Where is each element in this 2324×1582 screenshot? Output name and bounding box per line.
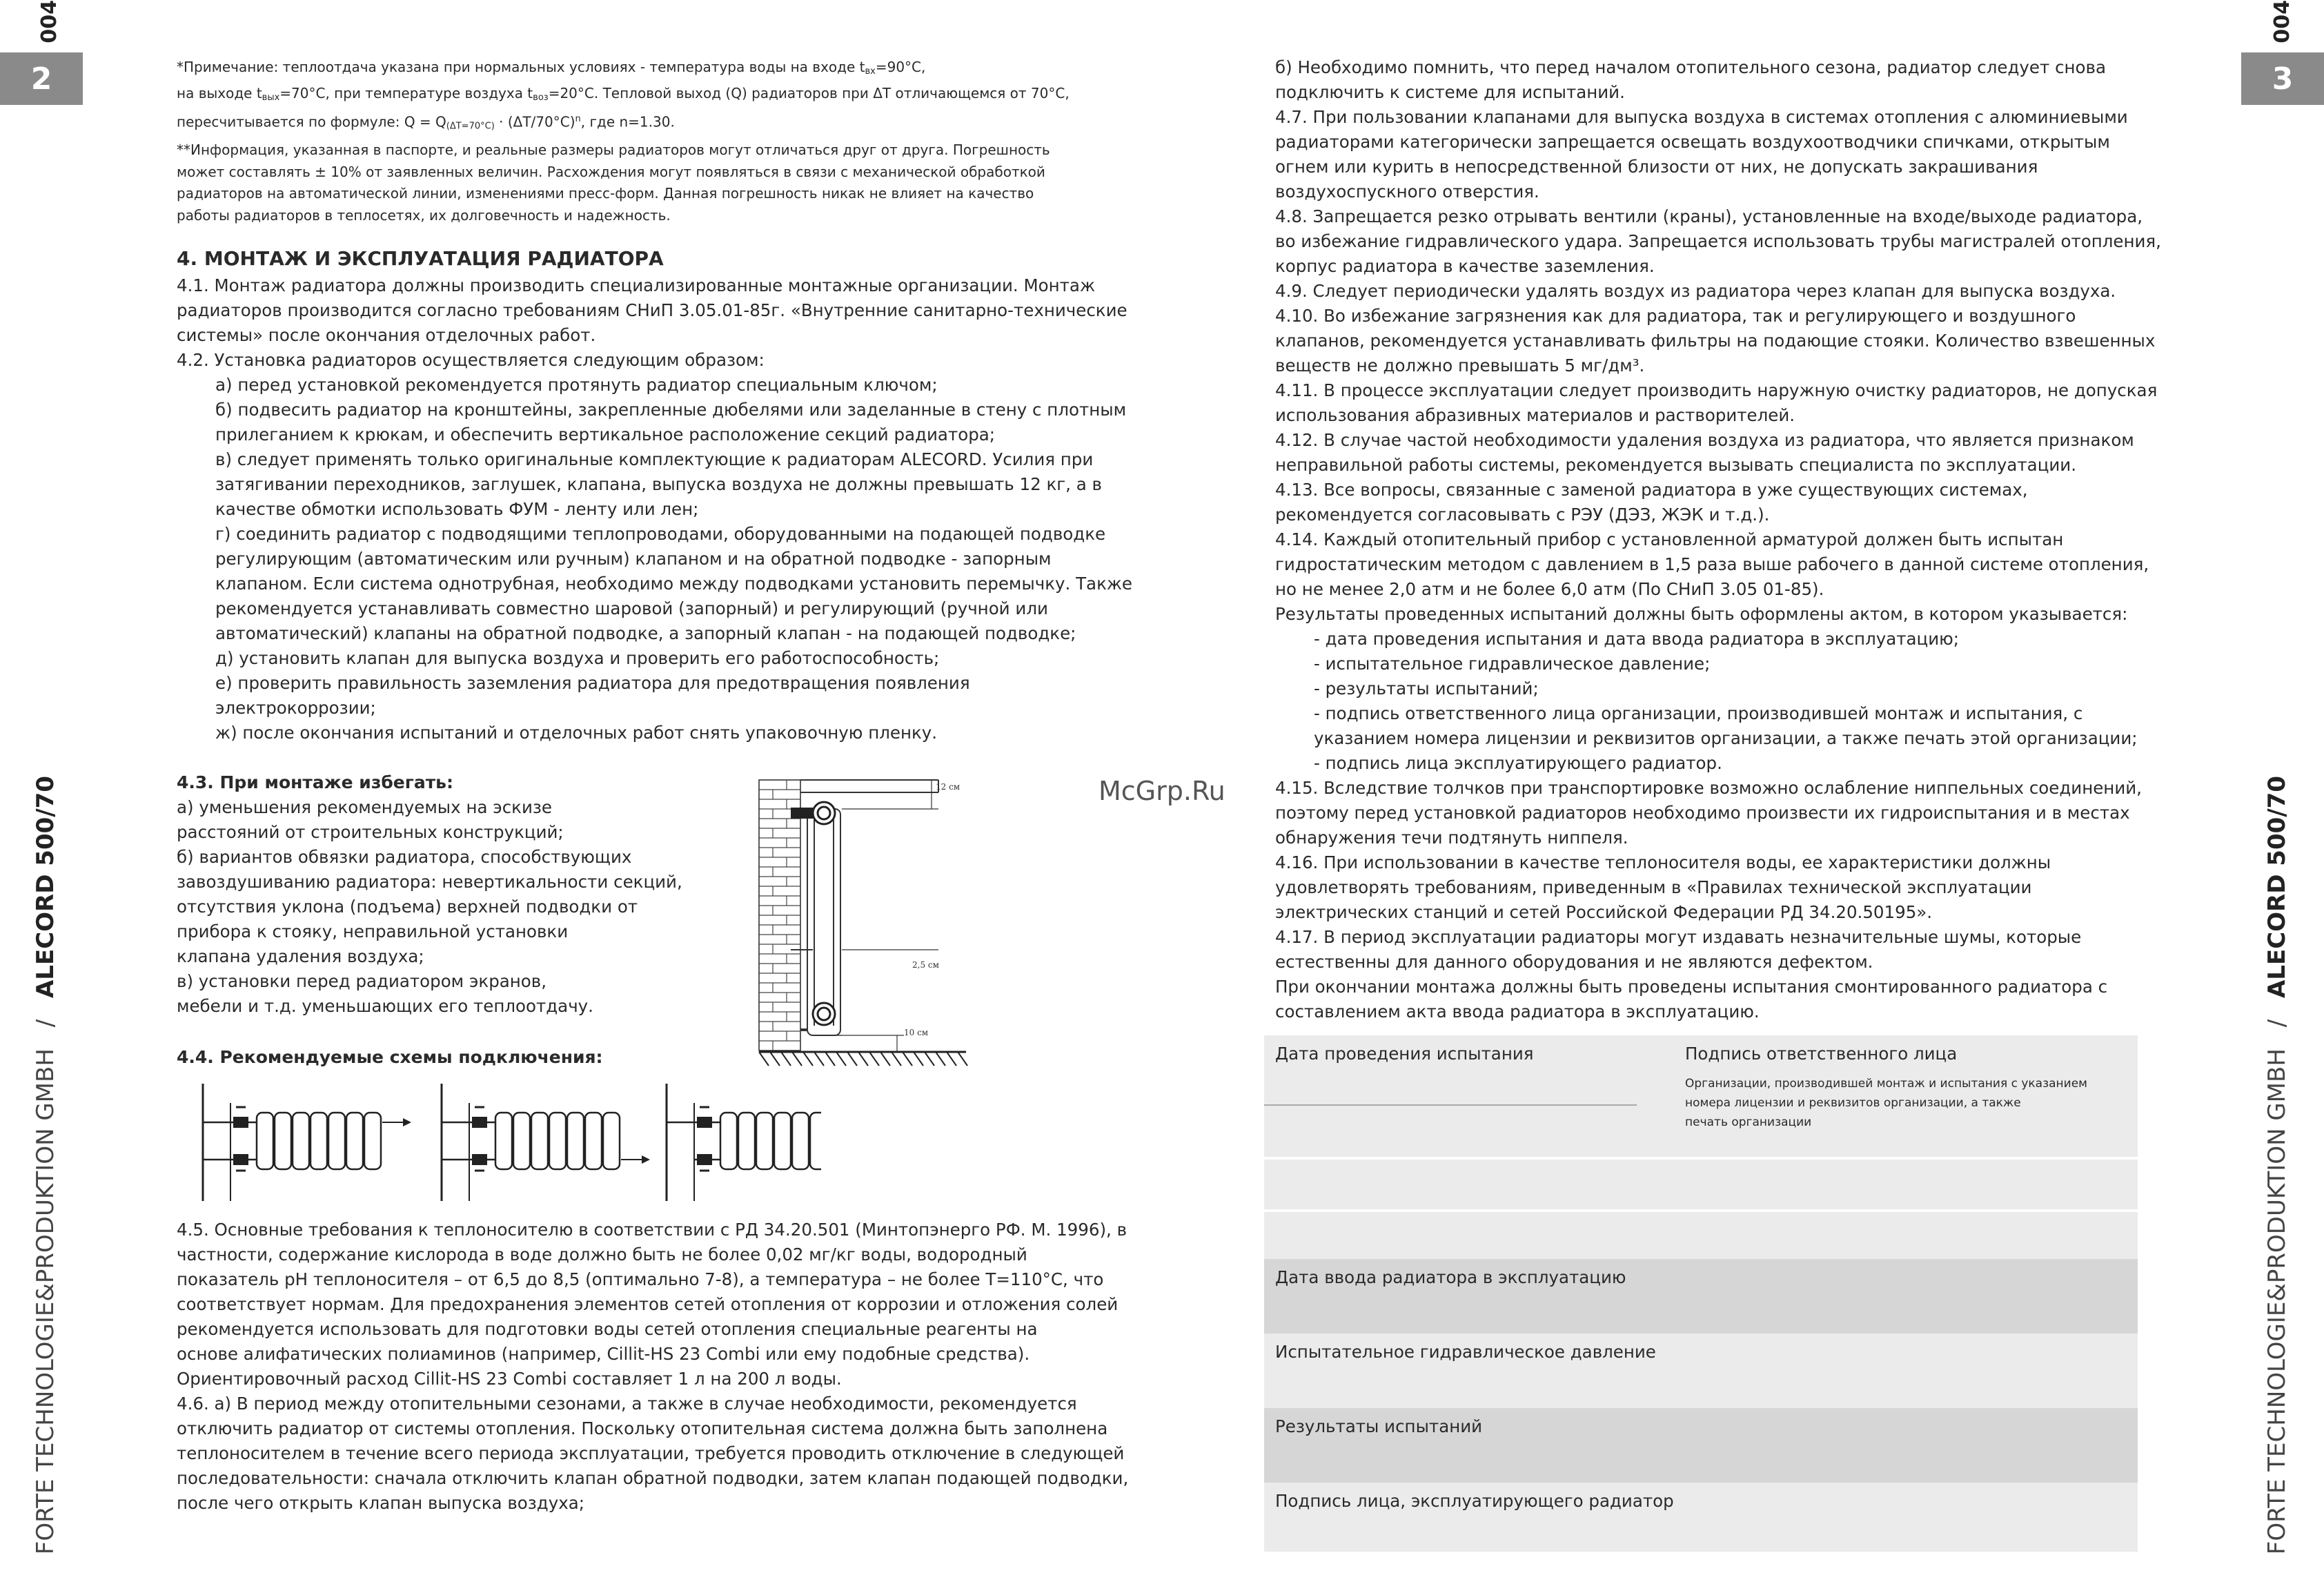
text-line: клапанов, рекомендуется устанавливать фильтры на подающие стояки. Количество взвешенных: [1275, 331, 2156, 351]
watermark: McGrp.Ru: [1099, 776, 1225, 806]
text-line: радиаторов производится согласно требованиям СНиП 3.05.01-85г. «Внутренние санитарно-технические: [177, 300, 1127, 320]
form-row-results: [1264, 1408, 2138, 1483]
text-line: Результаты проведенных испытаний должны быть оформлены актом, в котором указывается:: [1275, 604, 2128, 624]
test-record-form: [1264, 1035, 2138, 1552]
spine-right: [2263, 776, 2291, 1554]
text-line: регулирующим (автоматическим или ручным) клапаном и на обратной подводке - запорным: [215, 549, 1052, 569]
spine-model: ALECORD 500/70: [2263, 775, 2291, 998]
page-number-left: 2: [0, 52, 83, 105]
installation-sketch: [731, 773, 987, 1077]
text-line: отключить радиатор от системы отопления. Поскольку отопительная система должна быть заполнена: [177, 1418, 1108, 1438]
text-line: после чего открыть клапан выпуска воздуха;: [177, 1493, 584, 1513]
test-date-label: Дата проведения испытания: [1275, 1044, 1534, 1064]
text-line: указанием номера лицензии и реквизитов организации, а также печать этой организации;: [1314, 728, 2138, 748]
text-line: воздухоспускного отверстия.: [1275, 182, 1539, 202]
text-line: электрокоррозии;: [215, 698, 376, 718]
text-line: в) следует применять только оригинальные комплектующие к радиаторам ALECORD. Усилия при: [215, 449, 1094, 469]
text-line: ж) после окончания испытаний и отделочных работ снять упаковочную пленку.: [215, 723, 938, 743]
text-line: - результаты испытаний;: [1314, 678, 1539, 699]
text-line: а) перед установкой рекомендуется протянуть радиатор специальным ключом;: [215, 375, 938, 395]
pressure-label: Испытательное гидравлическое давление: [1275, 1342, 1656, 1362]
radiator-plug-bottom: [813, 1003, 835, 1025]
text-line: - подпись лица эксплуатирующего радиатор.: [1314, 753, 1722, 773]
dim-top-label: 12 см: [936, 782, 961, 792]
text-line: клапана удаления воздуха;: [177, 946, 424, 966]
text-line: радиаторами категорически запрещается освещать воздухоотводчики спичками, открытым: [1275, 132, 2110, 152]
page-number-right: 3: [2241, 52, 2324, 105]
text-line: теплоносителем в течение всего периода эксплуатации, требуется проводить отключение в следующей: [177, 1443, 1125, 1463]
text-line: Организации, производившей монтаж и испытания с указанием: [1685, 1077, 2087, 1091]
text-line: мебели и т.д. уменьшающих его теплоотдачу.: [177, 996, 593, 1016]
text-line: завоздушиванию радиатора: невертикальности секций,: [177, 872, 682, 892]
text-line: в) установки перед радиатором экранов,: [177, 971, 546, 991]
text-line: затягивании переходников, заглушек, клапана, выпуска воздуха не должны превышать 12 кг, а в: [215, 474, 1102, 494]
text-line: е) проверить правильность заземления радиатора для предотвращения появления: [215, 673, 970, 693]
section-4-3-text: [177, 795, 729, 1019]
text-line: основе алифатических полиаминов (например, Cillit-HS 23 Combi или ему подобные средства).: [177, 1344, 1030, 1364]
form-row-pressure: [1264, 1334, 2138, 1408]
text-line: 4.8. Запрещается резко отрывать вентили (краны), установленные на входе/выходе радиатора,: [1275, 206, 2143, 226]
text-line: 4.2. Установка радиаторов осуществляется следующим образом:: [177, 350, 765, 370]
text-line: использования абразивных материалов и растворителей.: [1275, 405, 1795, 425]
spine-separator: /: [2263, 1019, 2291, 1028]
footnote-tolerance: [177, 139, 1143, 226]
text-line: При окончании монтажа должны быть проведены испытания смонтированного радиатора с: [1275, 977, 2108, 997]
commission-date-label: Дата ввода радиатора в эксплуатацию: [1275, 1267, 1626, 1287]
footnote-heat-output: *Примечание: теплоотдача указана при нормальных условиях - температура воды на входе $t_{вх}=90^\circ С$, на выходе $t_{вых}=70^\circ С$, при температуре воздуха $t_{воз}=20^\circ С$. Тепловой выход (Q) радиаторов при ΔT отличающемся от 70°С, пересчитывается по формуле: $Q = Q_{(\Delta T=70^\circ С)} \cdot (\Delta T/70^\circ С)^n$, где n=1.30.: [177, 59, 1070, 132]
text-line: б) Необходимо помнить, что перед началом отопительного сезона, радиатор следует снова: [1275, 57, 2106, 77]
dim-wall-label: 2,5 см: [912, 960, 939, 970]
text-line: клапаном. Если система однотрубная, необходимо между подводками установить перемычку. Также: [215, 574, 1133, 594]
text-line: последовательности: сначала отключить клапан обратной подводки, затем клапан подающей подводки,: [177, 1468, 1129, 1488]
text-line: качестве обмотки использовать ФУМ - ленту или лен;: [215, 499, 699, 519]
text-line: 4.16. При использовании в качестве теплоносителя воды, ее характеристики должны: [1275, 852, 2051, 872]
text-line: д) установить клапан для выпуска воздуха и проверить его работоспособность;: [215, 648, 940, 668]
text-line: частности, содержание кислорода в воде должно быть не более 0,02 мг/кг воды, водородный: [177, 1244, 1027, 1264]
test-date-line: [1264, 1104, 1637, 1106]
text-line: 4.1. Монтаж радиатора должны производить специализированные монтажные организации. Монтаж: [177, 275, 1096, 295]
section-4-title: 4. МОНТАЖ И ЭКСПЛУАТАЦИЯ РАДИАТОРА: [177, 247, 664, 270]
text-line: огнем или курить в непосредственной близости от них, не допускать закрашивания: [1275, 157, 2038, 177]
text-line: 4.9. Следует периодически удалять воздух из радиатора через клапан для выпуска воздуха.: [1275, 281, 2116, 301]
text-line: удовлетворять требованиям, приведенным в «Правилах технической эксплуатации: [1275, 877, 2032, 897]
text-line: 4.10. Во избежание загрязнения как для радиатора, так и регулирующего и воздушного: [1275, 306, 2076, 326]
text-line: б) вариантов обвязки радиатора, способствующих: [177, 847, 632, 867]
text-line: показатель pH теплоносителя – от 6,5 до 8,5 (оптимально 7-8), а температура – не более Т=110°С, что: [177, 1269, 1104, 1289]
radiator-plug-top: [791, 802, 835, 824]
dim-floor-label: 10 см: [904, 1028, 929, 1037]
text-line: 4.17. В период эксплуатации радиаторы могут издавать незначительные шумы, которые: [1275, 927, 2082, 947]
text-line: во избежание гидравлического удара. Запрещается использовать трубы магистралей отопления,: [1275, 231, 2161, 251]
signature-title: Подпись ответственного лица: [1685, 1044, 1958, 1064]
right-column-text: [1275, 55, 2165, 1024]
text-line: печать организации: [1685, 1115, 1812, 1129]
text-line: 4.13. Все вопросы, связанные с заменой радиатора в уже существующих системах,: [1275, 480, 2028, 500]
text-line: 4.15. Вследствие толчков при транспортировке возможно ослабление ниппельных соединений,: [1275, 778, 2142, 798]
text-line: - дата проведения испытания и дата ввода радиатора в эксплуатацию;: [1314, 629, 1960, 649]
text-line: 4.5. Основные требования к теплоносителю в соответствии с РД 34.20.501 (Минтопэнерго РФ. М. 1996), в: [177, 1220, 1127, 1240]
radiator-section: [807, 809, 840, 1035]
text-line: 4.6. а) В период между отопительными сезонами, а также в случае необходимости, рекомендуется: [177, 1394, 1077, 1414]
text-line: отсутствия уклона (подъема) верхней подводки от: [177, 897, 638, 917]
connection-schemes: [200, 1084, 821, 1208]
text-line: неправильной работы системы, рекомендуется вызывать специалиста по эксплуатации.: [1275, 455, 2076, 475]
text-line: 4.11. В процессе эксплуатации следует производить наружную очистку радиаторов, не допуская: [1275, 380, 2158, 400]
text-line: номера лицензии и реквизитов организации, а также: [1685, 1096, 2021, 1110]
text-line: радиаторов на автоматической линии, изменениями пресс-форм. Данная погрешность никак не влияет на качество: [177, 185, 1034, 202]
text-line: составлением акта ввода радиатора в эксплуатацию.: [1275, 1002, 1760, 1022]
form-row-test: [1264, 1035, 2138, 1157]
connection-scheme-1: [203, 1084, 411, 1201]
text-line: 4.12. В случае частой необходимости удаления воздуха из радиатора, что является признаком: [1275, 430, 2134, 450]
text-line: автоматический) клапаны на обратной подводке, а запорный клапан - на подающей подводке;: [215, 623, 1076, 643]
text-line: рекомендуется устанавливать совместно шаровой (запорный) и регулирующий (ручной или: [215, 598, 1048, 618]
text-line: корпус радиатора в качестве заземления.: [1275, 256, 1655, 276]
text-line: прилеганием к крюкам, и обеспечить вертикальное расположение секций радиатора;: [215, 424, 996, 445]
section-4-5-text: [177, 1218, 1156, 1516]
results-label: Результаты испытаний: [1275, 1416, 1483, 1436]
text-line: соответствует нормам. Для предохранения элементов сетей отопления от коррозии и отложения солей: [177, 1294, 1119, 1314]
text-line: рекомендуется согласовывать с РЭУ (ДЭЗ, ЖЭК и т.д.).: [1275, 505, 1770, 525]
text-line: расстояний от строительных конструкций;: [177, 822, 564, 842]
text-line: но не менее 2,0 атм и не более 6,0 атм (По СНиП 3.05 01-85).: [1275, 579, 1824, 599]
form-row-blank-1: [1264, 1160, 2138, 1209]
text-line: 4.7. При пользовании клапанами для выпуска воздуха в системах отопления с алюминиевыми: [1275, 107, 2128, 127]
text-line: б) подвесить радиатор на кронштейны, закрепленные дюбелями или заделанные в стену с плотным: [215, 400, 1127, 420]
text-line: а) уменьшения рекомендуемых на эскизе: [177, 797, 553, 817]
text-line: гидростатическим методом с давлением в 1,5 раза выше рабочего в данной системе отопления,: [1275, 554, 2149, 574]
spine-separator: /: [32, 1019, 59, 1028]
spine-model: ALECORD 500/70: [32, 775, 59, 998]
section-4-3-title: 4.3. При монтаже избегать:: [177, 772, 453, 792]
text-line: рекомендуется использовать для подготовки воды сетей отопления специальные реагенты на: [177, 1319, 1038, 1339]
text-line: г) соединить радиатор с подводящими теплопроводами, оборудованными на подающей подводке: [215, 524, 1106, 544]
text-line: поэтому перед установкой радиаторов необходимо произвести их гидроиспытания и в местах: [1275, 803, 2130, 823]
text-line: обнаружения течи подтянуть ниппеля.: [1275, 828, 1628, 848]
section-4-4-title: 4.4. Рекомендуемые схемы подключения:: [177, 1047, 603, 1067]
text-line: работы радиаторов в теплосетях, их долговечность и надежность.: [177, 206, 671, 224]
text-line: системы» после окончания отделочных работ.: [177, 325, 596, 345]
text-line: 4.14. Каждый отопительный прибор с установленной арматурой должен быть испытан: [1275, 529, 2064, 549]
connection-scheme-2: [442, 1084, 650, 1201]
form-row-commission: [1264, 1259, 2138, 1334]
text-line: веществ не должно превышать 5 мг/дм³.: [1275, 355, 1645, 375]
text-line: может составлять ± 10% от заявленных величин. Расхождения могут появляться в связи с механической обработкой: [177, 163, 1045, 180]
corner-code-left: 004: [37, 0, 61, 43]
operator-signature-label: Подпись лица, эксплуатирующего радиатор: [1275, 1491, 1674, 1511]
text-line: электрических станций и сетей Российской Федерации РД 34.20.50195».: [1275, 902, 1933, 922]
connection-scheme-3: [667, 1084, 821, 1201]
section-4-text: [177, 273, 1156, 745]
text-line: Ориентировочный расход Cillit-HS 23 Combi составляет 1 л на 200 л воды.: [177, 1369, 842, 1389]
text-line: **Информация, указанная в паспорте, и реальные размеры радиаторов могут отличаться друг от друга. Погрешность: [177, 141, 1050, 158]
text-line: - подпись ответственного лица организации, производившей монтаж и испытания, с: [1314, 703, 2083, 723]
spine-company: FORTE TECHNOLOGIE&PRODUKTION GMBH: [32, 1048, 59, 1554]
form-row-operator: [1264, 1483, 2138, 1552]
signature-note: [1685, 1074, 2087, 1132]
text-line: - испытательное гидравлическое давление;: [1314, 654, 1711, 674]
text-line: прибора к стояку, неправильной установки: [177, 921, 569, 941]
form-row-blank-2: [1264, 1212, 2138, 1259]
corner-code-right: 004: [2270, 0, 2294, 43]
text-line: естественны для данного оборудования и не являются дефектом.: [1275, 952, 1873, 972]
spine-left: [32, 776, 59, 1554]
text-line: подключить к системе для испытаний.: [1275, 82, 1625, 102]
spine-company: FORTE TECHNOLOGIE&PRODUKTION GMBH: [2263, 1048, 2291, 1554]
